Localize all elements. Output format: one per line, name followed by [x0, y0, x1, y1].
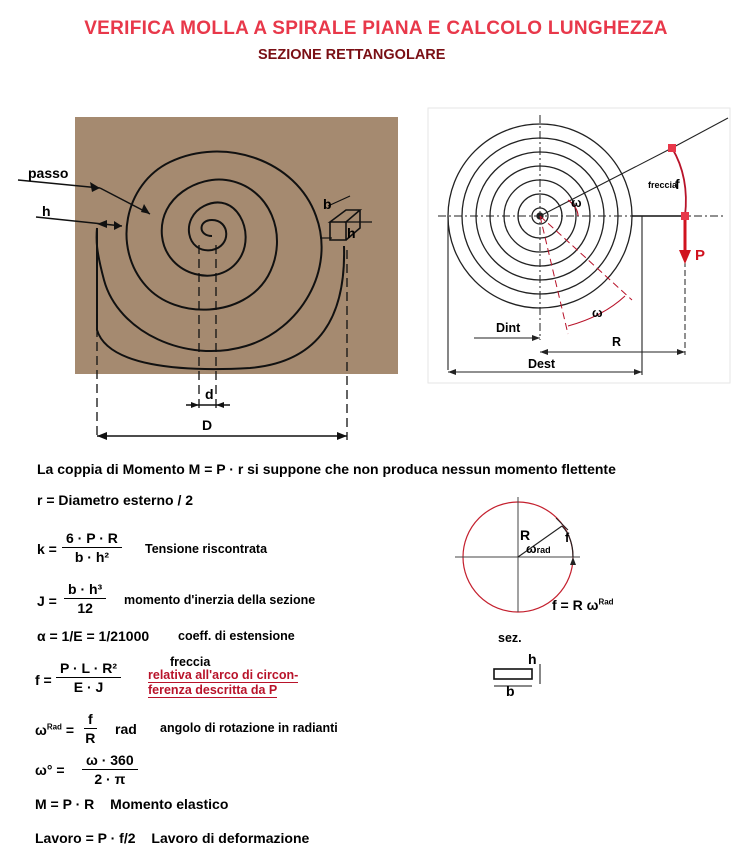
label-Dint: Dint: [496, 321, 521, 335]
text-r-def: r = Diametro esterno / 2: [37, 492, 194, 508]
formula-w-num: f: [84, 711, 97, 729]
label-f: f: [675, 176, 680, 192]
label-Dest: Dest: [528, 357, 556, 371]
formula-J-fraction: [64, 581, 106, 616]
section-label-b: b: [506, 683, 515, 699]
label-omega-top: ω: [571, 196, 582, 210]
formula-J-desc: momento d'inerzia della sezione: [124, 593, 316, 607]
formula-w-unit: rad: [115, 721, 137, 737]
formula-f-fraction: [56, 660, 121, 695]
formula-lavoro: [35, 830, 309, 846]
formula-w-symbol: ω: [35, 722, 47, 738]
text-coppia: La coppia di Momento M = P · r si suppone che non produca nessun momento flettente: [37, 461, 616, 477]
formula-alpha-desc: coeff. di estensione: [178, 629, 295, 643]
small-circle-omega-rad: rad: [536, 545, 551, 555]
formula-M: [35, 796, 228, 812]
formula-wdeg-num: ω · 360: [82, 752, 138, 770]
label-freccia: freccia: [648, 180, 678, 190]
formula-w-sup: Rad: [46, 722, 62, 732]
label-R: R: [612, 335, 622, 349]
formula-wdeg-den: 2 · π: [94, 771, 126, 787]
small-circle-omega: [526, 542, 551, 556]
formula-wdeg-fraction: [82, 752, 138, 787]
label-P: P: [695, 247, 706, 264]
formula-k-num: 6 · P · R: [62, 530, 122, 548]
formula-M-desc: Momento elastico: [110, 796, 229, 812]
label-D: D: [202, 417, 213, 433]
label-h-left: h: [42, 203, 51, 219]
formula-J-lhs: J =: [37, 593, 57, 609]
page-title: VERIFICA MOLLA A SPIRALE PIANA E CALCOLO LUNGHEZZA: [84, 18, 668, 39]
formula-f-desc2: ferenza descritta da P: [148, 683, 278, 697]
label-b-end: b: [323, 196, 332, 212]
small-circle-eq: [552, 597, 614, 613]
small-circle-f: f: [565, 531, 570, 545]
formula-w-den: R: [85, 730, 96, 746]
label-omega-mid: ω: [592, 306, 603, 320]
section-label-sez: sez.: [498, 631, 522, 645]
formula-w-lhs: [35, 722, 74, 738]
small-circle-eq-sup: Rad: [598, 597, 614, 607]
page-subtitle: SEZIONE RETTANGOLARE: [258, 47, 446, 63]
formula-k-lhs: k =: [37, 541, 57, 557]
small-circle-omega-symbol: ω: [526, 542, 537, 556]
formula-f-num: P · L · R²: [56, 660, 121, 678]
section-label-h: h: [528, 651, 537, 667]
formula-k-fraction: [62, 530, 122, 565]
formula-L-desc: Lavoro di deformazione: [151, 830, 310, 846]
small-circle-R: R: [520, 527, 531, 543]
formula-J-num: b · h³: [64, 581, 106, 599]
formula-w-eq: =: [65, 722, 75, 738]
formula-alpha: α = 1/E = 1/21000: [37, 628, 150, 644]
formula-f-lhs: f =: [35, 672, 52, 688]
formula-f-desc1: relativa all'arco di circon-: [148, 668, 299, 682]
formula-L-line: Lavoro = P · f/2: [35, 830, 136, 846]
formula-M-line: M = P · R: [35, 796, 95, 812]
small-circle-eq-lhs: f = R ω: [552, 597, 599, 613]
formula-w-fraction: [84, 711, 97, 746]
formula-f-freccia: freccia: [170, 655, 211, 669]
label-d: d: [205, 386, 214, 402]
formula-k-den: b · h²: [74, 549, 110, 565]
label-passo: passo: [28, 165, 69, 181]
formula-w-desc: angolo di rotazione in radianti: [160, 721, 338, 735]
formula-J-den: 12: [77, 600, 93, 616]
formula-f-den: E · J: [73, 679, 104, 695]
formula-k-desc: Tensione riscontrata: [145, 542, 268, 556]
spring-photo: [75, 117, 398, 374]
formula-wdeg-lhs: ω° =: [35, 762, 65, 778]
label-h-end: h: [347, 225, 356, 241]
section-rect: [494, 669, 532, 679]
